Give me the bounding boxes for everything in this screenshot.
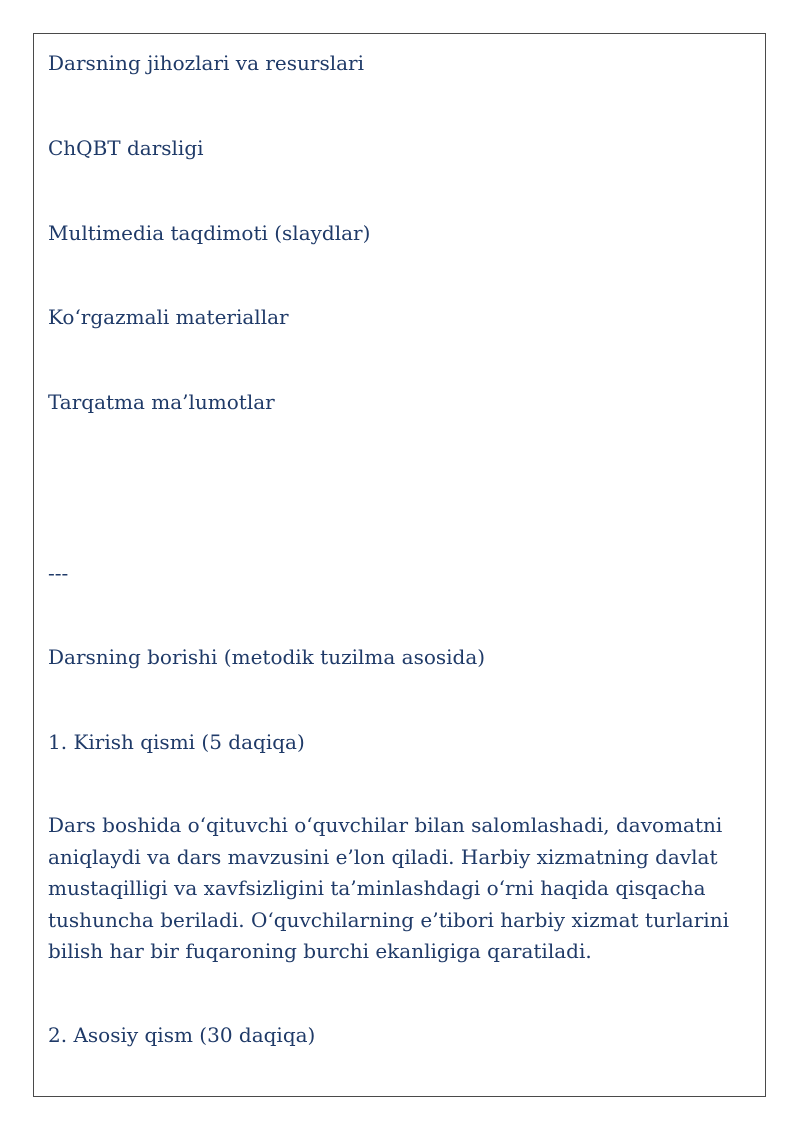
paragraph-line: mustaqilligi va xavfsizligini ta’minlashdagi o‘rni haqida qisqacha [48, 876, 706, 900]
paragraph-line: Dars boshida o‘qituvchi o‘quvchilar bilan salomlashadi, davomatni [48, 813, 723, 837]
separator: --- [48, 561, 69, 585]
resources-heading: Darsning jihozlari va resurslari [48, 51, 365, 75]
paragraph-line: aniqlaydi va dars mavzusini e’lon qiladi. Harbiy xizmatning davlat [48, 844, 718, 869]
section-title: 1. Kirish qismi (5 daqiqa) [48, 730, 305, 754]
resource-item: Multimedia taqdimoti (slaydlar) [48, 221, 371, 245]
section-title: 2. Asosiy qism (30 daqiqa) [48, 1023, 316, 1047]
resource-item: Tarqatma ma’lumotlar [48, 390, 275, 414]
resource-item: Ko‘rgazmali materiallar [48, 305, 289, 329]
paragraph-line: bilish har bir fuqaroning burchi ekanligiga qaratiladi. [48, 939, 592, 963]
lesson-heading: Darsning borishi (metodik tuzilma asosida) [48, 645, 486, 669]
paragraph-line: tushuncha beriladi. O‘quvchilarning e’tibori harbiy xizmat turlarini [48, 907, 729, 932]
section-paragraph [48, 810, 758, 968]
resource-item: ChQBT darsligi [48, 136, 204, 160]
